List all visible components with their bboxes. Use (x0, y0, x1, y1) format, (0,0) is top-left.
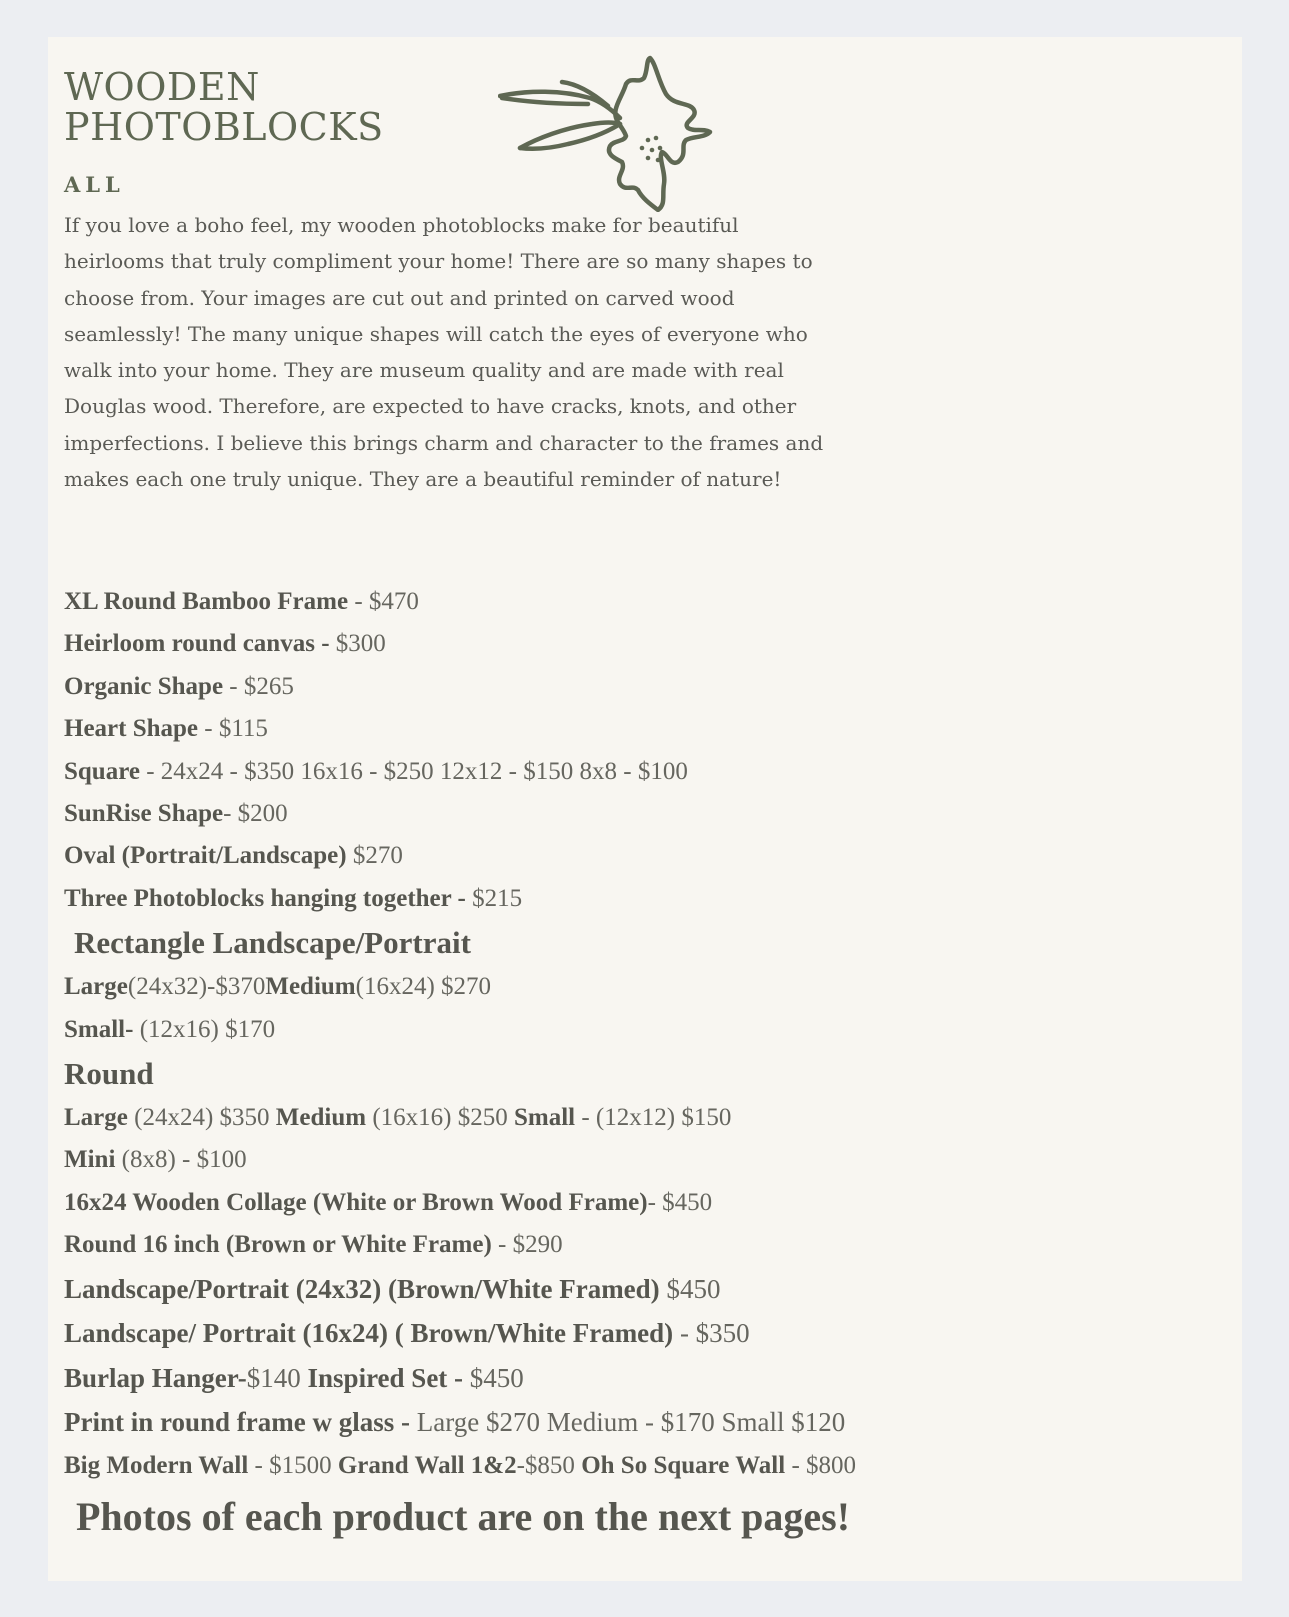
item-name: Large (64, 1104, 128, 1132)
item-name: Oh So Square Wall (581, 1451, 786, 1479)
item-name: Round 16 inch (Brown or White Frame) (64, 1231, 492, 1259)
price-list (64, 581, 1214, 1547)
item-name: Oval (Portrait/Landscape) (64, 842, 347, 870)
item-name: Landscape/ Portrait (16x24) ( Brown/White Framed) (64, 1318, 674, 1349)
price-item-heart-shape (64, 708, 1214, 750)
price-item-round-mini (64, 1139, 1214, 1181)
item-name: Mini (64, 1146, 116, 1174)
item-price: (24x32)-$370 (127, 973, 266, 1001)
item-name: Heart Shape (64, 715, 199, 743)
item-name: Organic Shape (64, 672, 224, 700)
price-item-three-photoblocks (64, 878, 1214, 920)
title-line-1: WOODEN (64, 65, 260, 109)
section-heading-round: Round (64, 1056, 154, 1092)
footer-note: Photos of each product are on the next pages! (76, 1494, 851, 1540)
item-name: Grand Wall 1&2 (337, 1451, 517, 1479)
price-item-heirloom-canvas (64, 623, 1214, 665)
price-item-rectangle-small (64, 1009, 1214, 1051)
item-name: 16x24 Wooden Collage (White or Brown Wood Frame) (64, 1188, 648, 1216)
item-name: Burlap Hanger- (64, 1362, 247, 1393)
section-heading-rectangle: Rectangle Landscape/Portrait (74, 925, 471, 961)
item-name: Print in round frame w glass - (64, 1407, 417, 1438)
item-price: - $450 (647, 1188, 713, 1216)
price-item-round-16-inch (64, 1224, 1214, 1266)
price-item-wooden-collage (64, 1182, 1214, 1224)
page-title (64, 67, 384, 147)
item-name: Three Photoblocks hanging together - (64, 884, 473, 912)
flower-illustration-icon (498, 54, 718, 212)
price-item-xl-round-bamboo (64, 581, 1214, 623)
item-price: - (12x12) $150 (575, 1104, 732, 1132)
price-item-landscape-portrait-16x24 (64, 1311, 1214, 1356)
price-item-landscape-portrait-24x32 (64, 1267, 1214, 1312)
item-name: Small (513, 1104, 576, 1132)
item-price: - $1500 (248, 1451, 338, 1479)
item-price: $450 (469, 1362, 524, 1393)
item-price: Large $270 Medium - $170 Small $120 (416, 1407, 846, 1438)
item-price: - $115 (198, 715, 268, 743)
item-name: Medium (265, 973, 356, 1001)
item-price: (8x8) - $100 (115, 1146, 247, 1174)
price-item-organic-shape (64, 666, 1214, 708)
item-price: (16x16) $250 (366, 1104, 514, 1132)
item-price: - $265 (223, 672, 294, 700)
price-item-sunrise-shape (64, 793, 1214, 835)
price-item-oval (64, 835, 1214, 877)
price-item-burlap-inspired (64, 1356, 1214, 1401)
item-price: - 24x24 - $350 16x16 - $250 12x12 - $150 8x8 - $100 (139, 757, 688, 785)
item-name: SunRise Shape (64, 800, 224, 828)
item-name: Square (64, 757, 140, 785)
price-item-print-round-frame (64, 1400, 1214, 1445)
item-price: - $470 (348, 588, 419, 615)
price-item-square (64, 751, 1214, 793)
price-item-round-sizes (64, 1097, 1214, 1139)
item-name: XL Round Bamboo Frame (64, 588, 349, 615)
item-price: $140 (246, 1362, 308, 1393)
item-price: $300 (335, 630, 386, 658)
price-item-walls (64, 1445, 1214, 1487)
catalog-page (48, 37, 1242, 1581)
title-line-2: PHOTOBLOCKS (64, 105, 384, 149)
item-name: Big Modern Wall (64, 1451, 249, 1479)
category-subtitle: ALL (64, 172, 125, 197)
item-price: - $350 (673, 1318, 750, 1349)
price-item-rectangle-large-medium (64, 966, 1214, 1008)
item-price: (16x24) $270 (355, 973, 492, 1001)
item-price: (24x24) $350 (127, 1104, 276, 1132)
item-name: Large (64, 973, 128, 1001)
item-name: Landscape/Portrait (24x32) (Brown/White Framed) (64, 1273, 660, 1304)
item-price: (12x16) $170 (133, 1015, 276, 1043)
item-name: Inspired Set - (307, 1362, 470, 1393)
item-price: - $200 (223, 800, 288, 828)
item-price: $215 (472, 884, 523, 912)
item-price: -$850 (516, 1451, 582, 1479)
item-price: $450 (659, 1273, 721, 1304)
item-price: - $290 (491, 1231, 563, 1259)
intro-paragraph: If you love a boho feel, my wooden photoblocks make for beautiful heirlooms that truly compliment your home! There are so many shapes to choose from. Your images are cut out and printed on carved wood seamlessly! The many unique shapes will catch the eyes of everyone who walk into your home. They are museum quality and are made with real Douglas wood. Therefore, are expected to have cracks, knots, and other imperfections. I believe this brings charm and character to the frames and makes each one truly unique. They are a beautiful reminder of nature! (64, 213, 824, 492)
item-price: $270 (346, 842, 403, 870)
item-name: Small- (64, 1015, 134, 1043)
item-price: - $800 (785, 1451, 857, 1479)
item-name: Heirloom round canvas - (64, 630, 336, 658)
item-name: Medium (275, 1104, 367, 1132)
